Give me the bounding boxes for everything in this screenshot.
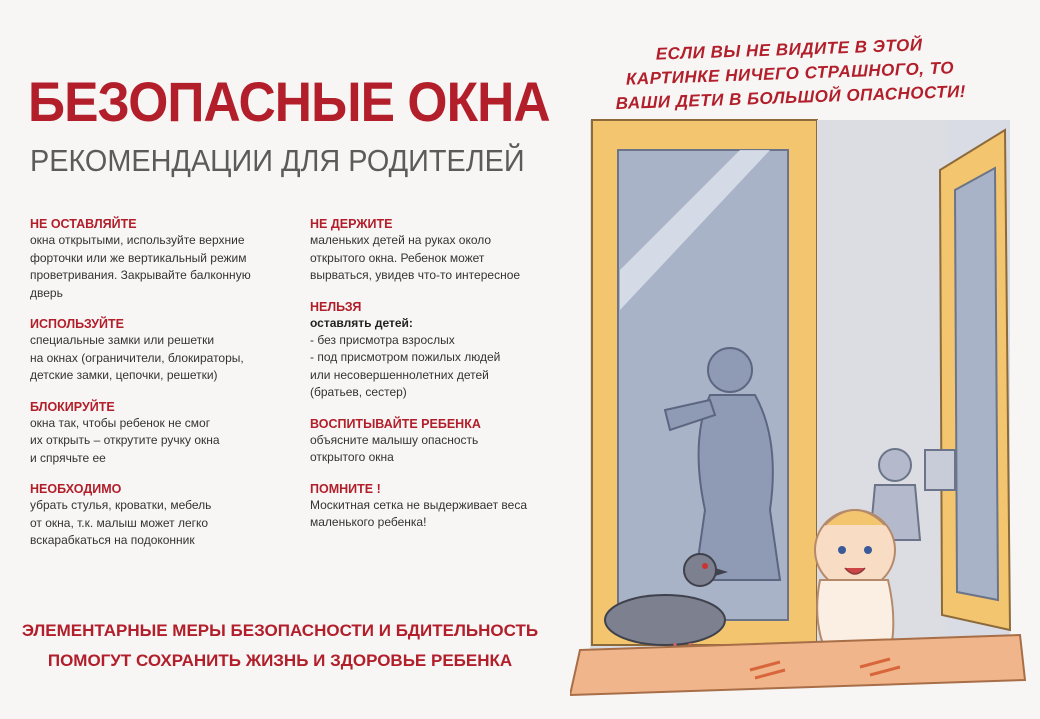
tip-text: Москитная сетка не выдерживает веса маленького ребенка! xyxy=(310,497,528,529)
right-column xyxy=(310,216,580,546)
tip-heading: БЛОКИРУЙТЕ xyxy=(30,399,115,414)
tip-block xyxy=(30,216,300,302)
left-column xyxy=(30,216,300,564)
tip-text: убрать стулья, кроватки, мебель от окна, т.к. малыш может легко вскарабкаться на подоконник xyxy=(30,498,212,547)
bottom-slogan-line: ЭЛЕМЕНТАРНЫЕ МЕРЫ БЕЗОПАСНОСТИ И БДИТЕЛЬНОСТЬ xyxy=(21,621,539,640)
tip-lead: оставлять детей: xyxy=(310,315,413,330)
tip-block xyxy=(310,216,580,285)
tip-block xyxy=(310,481,580,532)
tip-text: объясните малышу опасность открытого окна xyxy=(310,432,479,464)
caption-line: ЕСЛИ ВЫ НЕ ВИДИТЕ В ЭТОЙ xyxy=(655,35,923,64)
illustration-caption xyxy=(589,31,991,117)
caption-line: ВАШИ ДЕТИ В БОЛЬШОЙ ОПАСНОСТИ! xyxy=(615,81,967,114)
tip-heading: ПОМНИТЕ ! xyxy=(310,481,381,496)
tip-heading: НЕ ОСТАВЛЯЙТЕ xyxy=(30,217,137,231)
bottom-slogan xyxy=(20,616,540,676)
tip-heading: НЕ ДЕРЖИТЕ xyxy=(310,217,393,231)
tip-block xyxy=(30,316,300,385)
tip-heading: НЕОБХОДИМО xyxy=(30,482,122,496)
tip-text: специальные замки или решетки на окнах (ограничители, блокираторы, детские замки, цепочки, решетки) xyxy=(30,333,244,382)
tip-block xyxy=(30,399,300,468)
tip-block xyxy=(310,416,580,467)
tip-text: маленьких детей на руках около открытого окна. Ребенок может вырваться, увидев что-то интересное xyxy=(310,233,521,282)
window-illustration xyxy=(570,110,1030,710)
window-glass-right xyxy=(955,168,998,600)
tip-heading: ВОСПИТЫВАЙТЕ РЕБЕНКА xyxy=(310,416,481,431)
tip-block xyxy=(310,299,580,402)
tip-heading: НЕЛЬЗЯ xyxy=(310,299,362,314)
caption-line: КАРТИНКЕ НИЧЕГО СТРАШНОГО, ТО xyxy=(625,58,955,89)
page-subtitle: РЕКОМЕНДАЦИИ ДЛЯ РОДИТЕЛЕЙ xyxy=(30,143,525,178)
bottom-slogan-line: ПОМОГУТ СОХРАНИТЬ ЖИЗНЬ И ЗДОРОВЬЕ РЕБЕНКА xyxy=(47,651,513,670)
tip-text: - без присмотра взрослых - под присмотром пожилых людей или несовершеннолетних детей (братьев, сестер) xyxy=(310,332,501,399)
page-title: БЕЗОПАСНЫЕ ОКНА xyxy=(28,70,550,133)
tip-text: окна открытыми, используйте верхние форточки или же вертикальный режим проветривания. Закрывайте балконную дверь xyxy=(30,233,251,300)
tip-text: окна так, чтобы ребенок не смог их открыть – открутите ручку окна и спрячьте ее xyxy=(30,415,220,465)
tip-heading: ИСПОЛЬЗУЙТЕ xyxy=(30,317,124,331)
tip-block xyxy=(30,481,300,550)
